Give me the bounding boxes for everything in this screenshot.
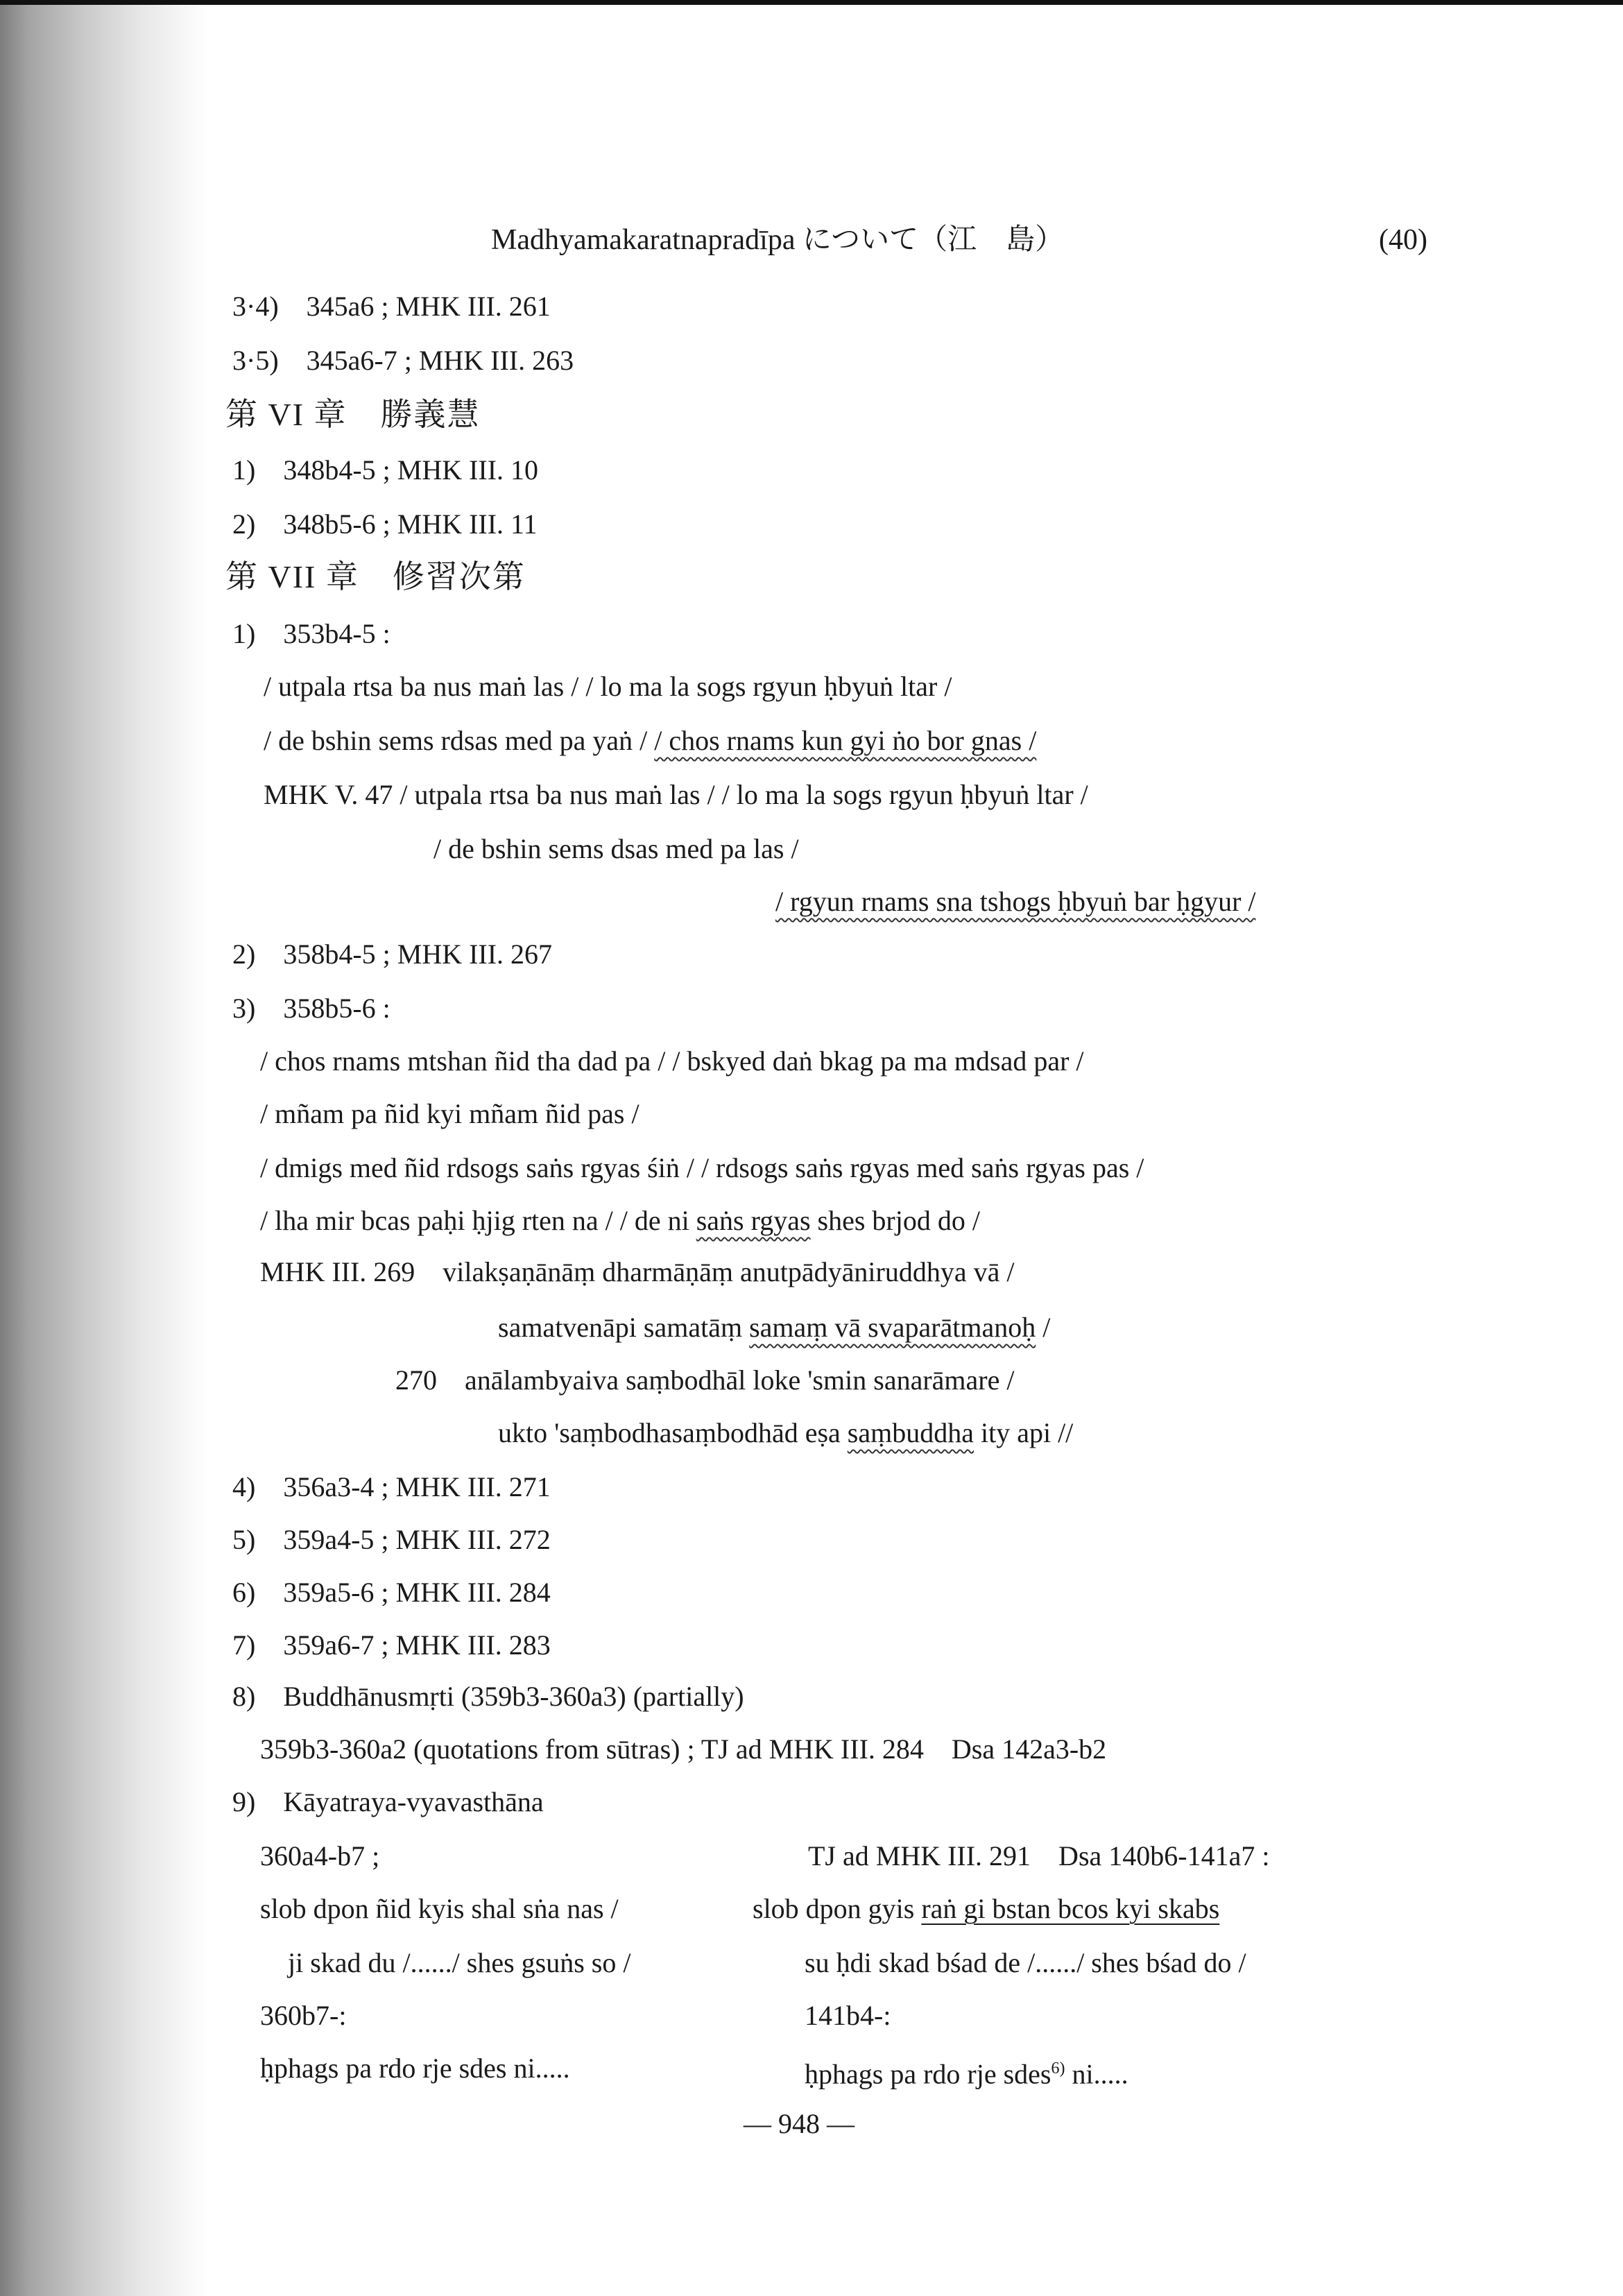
page-reference: (40) — [1379, 224, 1427, 256]
verse-line: / de bshin sems dsas med pa las / — [433, 833, 799, 864]
column-left-text: ji skad du /....../ shes gsuṅs so / — [288, 1947, 631, 1978]
verse-line — [498, 1416, 1073, 1450]
verse-text: slob dpon gyis — [753, 1893, 922, 1924]
ch6-note-2: 2) 348b5-6 ; MHK III. 11 — [232, 508, 538, 540]
verse-line: MHK III. 269 vilakṣaṇānāṃ dharmāṇāṃ anutpādyāniruddhya vā / — [260, 1256, 1015, 1287]
column-right-text — [753, 1892, 1219, 1926]
note-8-detail: 359b3-360a2 (quotations from sūtras) ; TJ ad MHK III. 284 Dsa 142a3-b2 — [260, 1733, 1107, 1765]
verse-line: / dmigs med ñid rdsogs saṅs rgyas śiṅ / / rdsogs saṅs rgyas med saṅs rgyas pas / — [260, 1152, 1144, 1183]
ch7-note-2: 2) 358b4-5 ; MHK III. 267 — [232, 939, 553, 970]
verse-text: shes brjod do / — [810, 1205, 980, 1236]
underlined-text: raṅ gi bstan bcos kyi skabs — [921, 1893, 1220, 1924]
column-left-text: ḥphags pa rdo rje sdes ni..... — [260, 2053, 570, 2084]
wavy-underlined-text: / chos rnams kun gyi ṅo bor gnas / — [654, 725, 1037, 756]
wavy-underlined-text: / rgyun rnams sna tshogs ḥbyuṅ bar ḥgyur / — [775, 886, 1256, 917]
chapter-heading-7: 第 VII 章 修習次第 — [225, 559, 526, 594]
column-left-text: slob dpon ñid kyis shal sṅa nas / — [260, 1893, 619, 1924]
column-right-text: su ḥdi skad bśad de /....../ shes bśad do / — [805, 1947, 1246, 1978]
column-right-text — [805, 2052, 1128, 2091]
note-3-5: 3·5) 345a6-7 ; MHK III. 263 — [232, 345, 574, 376]
wavy-underlined-text: saṅs rgyas — [696, 1205, 811, 1236]
ch7-note-5: 5) 359a4-5 ; MHK III. 272 — [232, 1524, 551, 1555]
verse-line — [264, 724, 1036, 757]
ch7-note-1: 1) 353b4-5 : — [232, 618, 390, 649]
ch7-note-3: 3) 358b5-6 : — [232, 993, 390, 1024]
verse-line: / chos rnams mtshan ñid tha dad pa / / bskyed daṅ bkag pa ma mdsad par / — [260, 1045, 1084, 1077]
ch6-note-1: 1) 348b4-5 ; MHK III. 10 — [232, 454, 539, 486]
verse-text: ni..... — [1065, 2058, 1128, 2090]
verse-line: MHK V. 47 / utpala rtsa ba nus maṅ las / / lo ma la sogs rgyun ḥbyuṅ ltar / — [264, 779, 1088, 810]
verse-text: ity api // — [973, 1417, 1074, 1448]
column-right-ref: 141b4-: — [805, 2000, 891, 2031]
verse-line: 270 anālambyaiva saṃbodhāl loke 'smin sanarāmare / — [395, 1364, 1015, 1396]
ch7-note-9: 9) Kāyatraya-vyavasthāna — [232, 1786, 544, 1817]
ch7-note-7: 7) 359a6-7 ; MHK III. 283 — [232, 1629, 551, 1661]
scan-top-border — [0, 0, 1623, 5]
verse-text: / lha mir bcas paḥi ḥjig rten na / / de ni — [260, 1205, 696, 1236]
verse-line — [775, 885, 1256, 918]
verse-line — [260, 1204, 980, 1237]
verse-text: samatvenāpi samatāṃ — [498, 1312, 750, 1343]
column-left-ref: 360b7-: — [260, 2000, 347, 2031]
footnote-marker: 6) — [1051, 2059, 1065, 2077]
verse-line: / mñam pa ñid kyi mñam ñid pas / — [260, 1098, 639, 1129]
verse-line: / utpala rtsa ba nus maṅ las / / lo ma la sogs rgyun ḥbyuṅ ltar / — [264, 671, 952, 702]
wavy-underlined-text: samaṃ vā svaparātmanoḥ — [749, 1312, 1036, 1343]
chapter-heading-6: 第 VI 章 勝義慧 — [225, 397, 481, 432]
verse-text: / — [1036, 1312, 1051, 1343]
note-9-ref-left: 360a4-b7 ; — [260, 1840, 380, 1871]
ch7-note-4: 4) 356a3-4 ; MHK III. 271 — [232, 1471, 551, 1502]
verse-line — [498, 1311, 1050, 1344]
verse-text: ukto 'saṃbodhasaṃbodhād eṣa — [498, 1417, 848, 1448]
verse-text: ḥphags pa rdo rje sdes — [805, 2058, 1051, 2090]
note-3-4: 3·4) 345a6 ; MHK III. 261 — [232, 291, 551, 322]
scan-edge-shadow — [0, 0, 208, 2296]
verse-text: / de bshin sems rdsas med pa yaṅ / — [264, 725, 655, 756]
wavy-underlined-text: saṃbuddha — [847, 1417, 974, 1448]
running-title: Madhyamakaratnapradīpa について（江 島） — [491, 224, 1065, 256]
note-9-ref-right: TJ ad MHK III. 291 Dsa 140b6-141a7 : — [808, 1840, 1270, 1871]
ch7-note-8: 8) Buddhānusmṛti (359b3-360a3) (partially) — [232, 1681, 744, 1712]
page-number: — 948 — — [744, 2108, 855, 2139]
ch7-note-6: 6) 359a5-6 ; MHK III. 284 — [232, 1577, 551, 1608]
